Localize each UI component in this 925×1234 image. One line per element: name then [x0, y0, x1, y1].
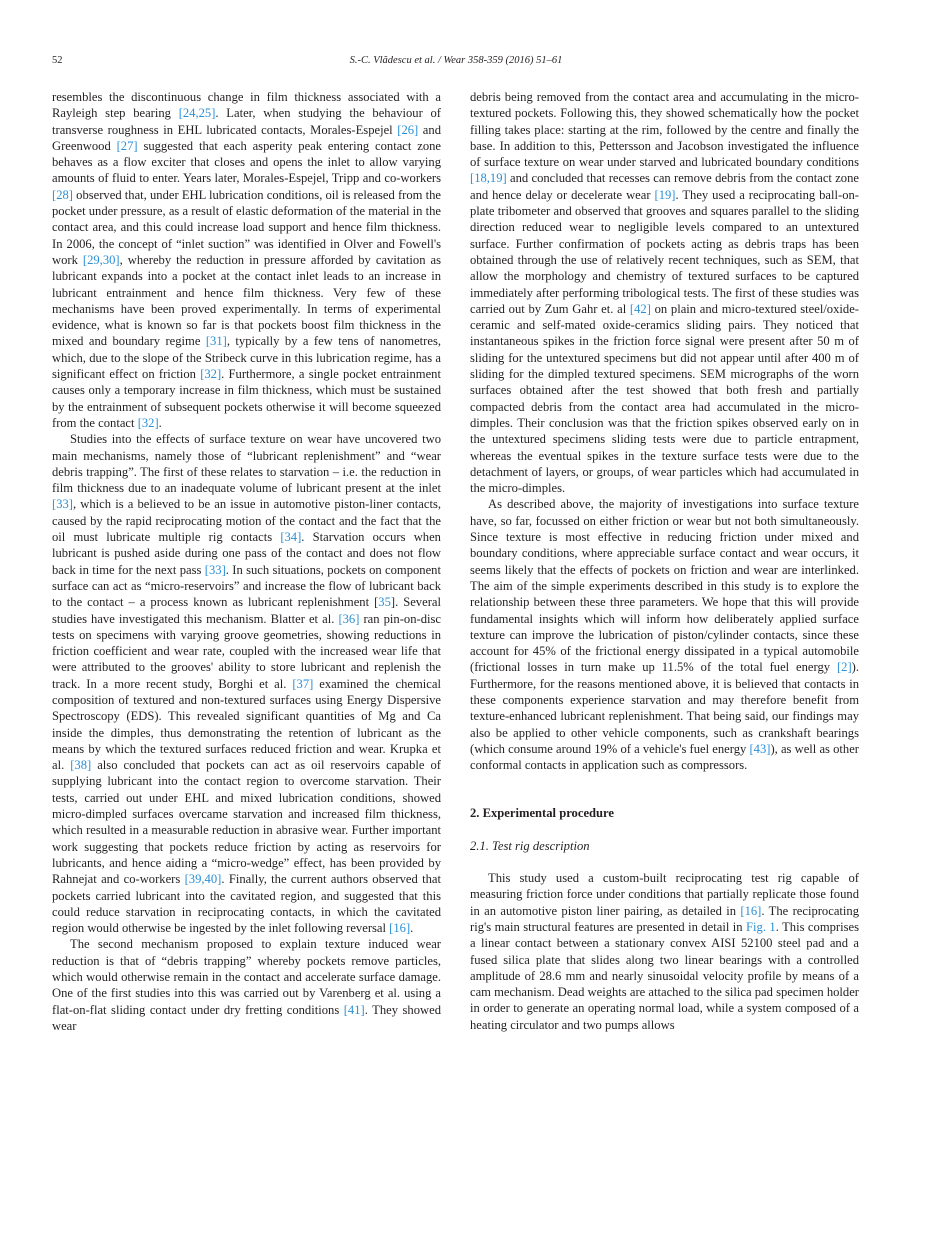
citation-link[interactable]: [27]	[116, 138, 138, 153]
paragraph-text: . The reciprocating rig's main structural features are presented in detail in	[470, 903, 859, 934]
paragraph-text: .	[158, 415, 162, 430]
paragraph	[470, 870, 859, 1033]
paragraph	[52, 89, 441, 431]
paragraph-text: and concluded that recesses can remove debris from the contact zone and hence delay or decelerate wear	[470, 171, 859, 202]
paragraph-text: . Later, when studying the behaviour of transverse roughness in EHL lubricated contacts, Morales-Espejel	[52, 106, 441, 137]
paragraph	[470, 89, 859, 496]
citation-link[interactable]: 35	[378, 595, 391, 610]
paragraph-text: , whereby the reduction in pressure afforded by cavitation as lubricant expands into a pocket at the contact inlet leads to an increase in lubricant entrainment and hence film thickness. Very few of these mechanisms have been proved experimentally. In terms of experimental evidence, what is known so far is that pockets boost film thickness in the mixed and boundary regime	[52, 252, 441, 349]
paragraph-text: , typically by a few tens of nanometres, which, due to the slope of the Stribeck curve in this lubrication regime, has a significant effect on friction	[52, 334, 441, 382]
page-number: 52	[52, 55, 63, 66]
subsection-title: 2.1. Test rig description	[470, 838, 590, 853]
paragraph	[52, 936, 441, 1034]
paragraph-text: ran pin-on-disc tests on specimens with varying groove geometries, showing reductions in friction coefficient and wear rate, coupled with the increased wear life that were attributed to the grooves' ability to store lubricant and replenish the track. In a more recent study, Borghi et al.	[52, 611, 441, 691]
citation-link[interactable]: [26]	[397, 122, 419, 137]
citation-link[interactable]: [33]	[204, 562, 226, 577]
paragraph-text: , which is a believed to be an issue in automotive piston-liner contacts, caused by the rapid reciprocating motion of the contact and the fact that the oil must lubricate multiple rig contacts	[52, 497, 441, 545]
citation-link[interactable]: [24,25]	[178, 106, 216, 121]
citation-link[interactable]: [16]	[740, 903, 762, 918]
citation-link[interactable]: [36]	[338, 611, 360, 626]
citation-link[interactable]: [34]	[280, 530, 302, 545]
paragraph-text: Studies into the effects of surface texture on wear have uncovered two main mechanisms, namely those of “lubricant replenishment” and “wear debris trapping”. The first of these relates to starvation – i.e. the reduction in film thickness due to an inadequate volume of lubricant present at the inlet	[52, 432, 441, 496]
citation-link[interactable]: [41]	[343, 1002, 365, 1017]
journal-citation: S.-C. Vlădescu et al. / Wear 358-359 (2016) 51–61	[349, 55, 563, 66]
citation-link[interactable]: [39,40]	[184, 872, 222, 887]
paragraph-text: on plain and micro-textured steel/oxide-ceramic and self-mated oxide-ceramics sliding pairs. They noticed that instantaneous spikes in the friction force signal were present after 50 m of sliding for the untextured specimens but did not appear until after 400 m of sliding for the dimpled textured specimens. SEM micrographs of the worn surfaces obtained after the test showed that both fresh and partially compacted debris from the contact area had accumulated in the micro-dimples. Their conclusion was that the friction spikes observed early on in the untextured specimens sliding tests were due to particle entrapment, whereas the eventual spikes in the texture surface tests were due to the detachment of layers, or groups, of wear particles which had accumulated in the micro-dimples.	[470, 301, 859, 496]
paragraph-text: resembles the discontinuous change in film thickness associated with a Rayleigh step bearing	[52, 90, 441, 121]
paragraph-text: suggested that each asperity peak entering contact zone behaves as a flow exciter that closes and opens the inlet to allow varying amounts of fluid to enter. Years later, Morales-Espejel, Tripp and co-workers	[52, 138, 442, 186]
citation-link[interactable]: [16]	[389, 921, 411, 936]
paragraph-text: observed that, under EHL lubrication conditions, oil is released from the pocket under pressure, as a result of elastic deformation of the material in the contact area, and this could increase load support and hence film thickness. In 2006, the concept of “inlet suction” was identified in Olver and Fowell's work	[52, 187, 441, 267]
citation-link[interactable]: Fig. 1	[746, 919, 776, 934]
citation-link[interactable]: [33]	[52, 497, 73, 512]
paragraph-text: examined the chemical composition of textured and non-textured surfaces using Energy Dispersive Spectroscopy (EDS). This revealed significant quantities of Mg and Ca inside the dimples, thus demonstrating the retention of lubricant as the means by which the textured surfaces reduced friction and wear. Krupka et al.	[52, 676, 441, 773]
right-column	[470, 89, 859, 1033]
citation-link[interactable]: [32]	[200, 367, 222, 382]
paragraph-text: . In such situations, pockets on component surface can act as “micro-reservoirs” and increase the flow of lubricant back to the contact – a process known as lubricant replenishment [	[52, 562, 441, 610]
citation-link[interactable]: [31]	[205, 334, 227, 349]
paragraph-text: also concluded that pockets can act as oil reservoirs capable of supplying lubricant into the contact region to overcome starvation. Their tests, carried out under EHL and mixed lubrication conditions, showed micro-dimpled surfaces overcame starvation and increased film thickness, which resulted in a measurable reduction in abrasive wear. Further important work suggesting that pockets reduce friction by acting as reservoirs for lubricants, and hence aiding a “micro-wedge” effect, has been provided by Rahnejat and co-workers	[52, 758, 441, 887]
paragraph-text: . Finally, the current authors observed that pockets carried lubricant into the cavitated region, and suggested that this could reduce starvation in reciprocating contacts, in which the cavitated region would otherwise be ingested by the inlet following reversal	[52, 872, 441, 936]
paragraph-text: . This comprises a linear contact between a stationary convex AISI 52100 steel pad and a fused silica plate that slides along two linear bearings with a controlled amplitude of 28.6 mm and nearly sinusoidal velocity profile by means of a cam mechanism. Dead weights are attached to the silica pad specimen holder in order to generate an operating normal load, while a system composed of a heating circulator and two pumps allows	[470, 919, 859, 1032]
citation-link[interactable]: [2]	[836, 660, 852, 675]
paragraph-text: The second mechanism proposed to explain texture induced wear reduction is that of “debris trapping” whereby pockets remove particles, which would otherwise remain in the contact and accelerate surface damage. One of the first studies into this was carried out by Varenberg et al. using a flat-on-flat sliding contact under dry fretting conditions	[52, 937, 441, 1017]
citation-link[interactable]: [42]	[629, 301, 651, 316]
paragraph-text: . They used a reciprocating ball-on-plate tribometer and observed that grooves and squares parallel to the sliding direction reduced wear to negligible levels compared to an untextured surface. Further confirmation of pockets acting as debris traps has been obtained through the use of relatively recent techniques, such as SEM, that allow the morphology and chemistry of textured surfaces to be captured immediately after performing tribological tests. The first of these studies was carried out by Zum Gahr et. al	[470, 187, 859, 316]
citation-link[interactable]: [18,19]	[470, 171, 507, 186]
running-header	[52, 55, 860, 71]
paragraph-text: As described above, the majority of investigations into surface texture have, so far, focussed on either friction or wear but not both simultaneously. Since texture is most effective in reducing friction under mixed and boundary conditions, where appreciable surface contact and wear occurs, it seems likely that the effects of pockets on friction and wear are interlinked. The aim of the simple experiments described in this study is to explore the relationship between these three parameters. We hope that this will provide fundamental insights which will inform how deliberately applied surface texture can improve the lubrication of piston/cylinder contacts, since these account for 45% of the frictional energy dissipated in a typical automobile (frictional losses in turn make up 11.5% of the total fuel energy	[470, 497, 859, 675]
paragraph-text: debris being removed from the contact area and accumulating in the micro-textured pockets. Following this, they showed schematically how the pocket filling takes place: starting at the rim, followed by the centre and finally the base. In addition to this, Pettersson and Jacobson investigated the influence of surface texture on wear under starved and lubricated boundary conditions	[470, 90, 859, 170]
citation-link[interactable]: [37]	[292, 676, 314, 691]
paragraph-text: . Furthermore, a single pocket entrainment causes only a temporary increase in film thickness, which must be sustained by the entrainment of subsequent pockets otherwise it will become squeezed from the contact	[52, 367, 441, 430]
citation-link[interactable]: [32]	[137, 415, 159, 430]
left-column	[52, 89, 441, 1034]
paragraph-text: . Starvation occurs when lubricant is pushed aside during one pass of the contact and does not flow back in time for the next pass	[52, 530, 441, 577]
paragraph	[52, 431, 441, 936]
citation-link[interactable]: [28]	[52, 187, 73, 202]
citation-link[interactable]: [38]	[70, 758, 92, 773]
paragraph-text: .	[410, 921, 414, 936]
citation-link[interactable]: [19]	[654, 187, 676, 202]
paragraph-text: ]. Several studies have investigated this mechanism. Blatter et al.	[52, 595, 441, 626]
paragraph-text: ), as well as other conformal contacts in application such as compressors.	[470, 741, 859, 773]
paragraph-text: . They showed wear	[52, 1002, 442, 1033]
section-title: 2. Experimental procedure	[470, 806, 614, 821]
citation-link[interactable]: [43]	[749, 741, 771, 756]
paragraph-text: This study used a custom-built reciprocating test rig capable of measuring friction force under conditions that partially replicate those found in an automotive piston liner pairing, as detailed in	[470, 871, 859, 918]
paragraph-text: ). Furthermore, for the reasons mentioned above, it is believed that contacts in these components experience starvation and may therefore benefit from texture-enhanced lubricant replenishment. That being said, our findings may also be applied to other vehicle components, such as crankshaft bearings (which consume around 19% of a vehicle's fuel energy	[470, 660, 859, 756]
citation-link[interactable]: [29,30]	[82, 252, 120, 267]
paragraph-text: and Greenwood	[52, 122, 441, 153]
paragraph	[470, 496, 859, 773]
